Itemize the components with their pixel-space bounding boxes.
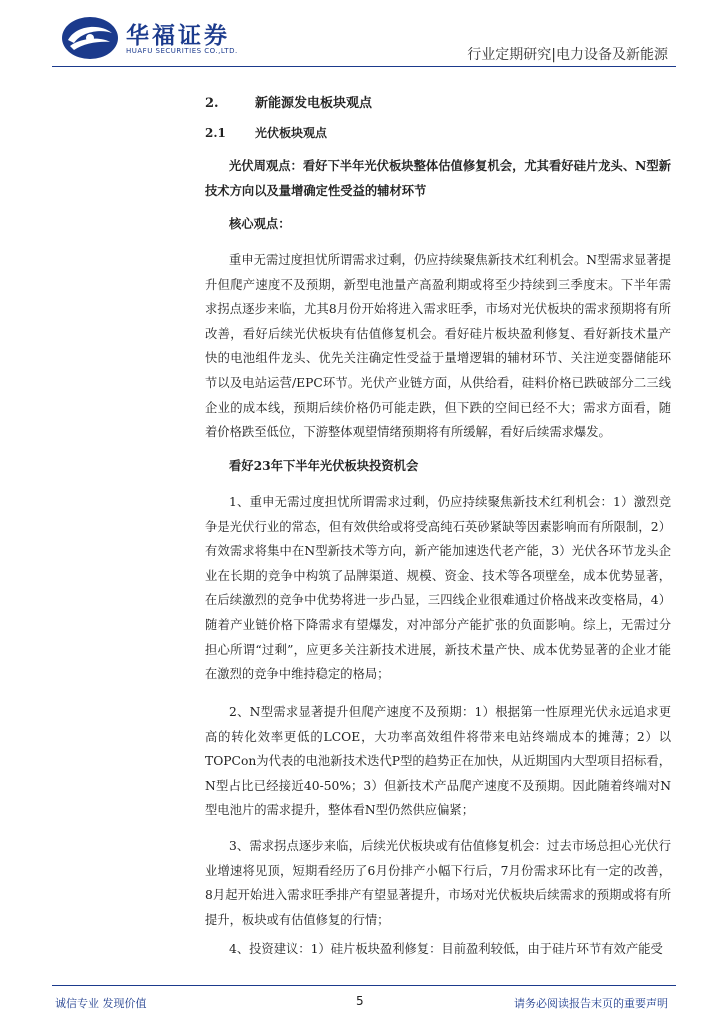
point-1: 1、重申无需过度担忧所谓需求过剩，仍应持续聚焦新技术红利机会：1）激烈竞争是光伏行业的常态，但有效供给或将受高纯石英砂紧缺等因素影响而有所限制，2）有效需求将集中在N型新技术等方向，新产能加速迭代老产能，3）光伏各环节龙头企业在长期的竞争中构筑了品牌渠道、规模、资金、技术等各项壁垒，成本优势显著，在后续激烈的竞争中优势将进一步凸显，三四线企业很难通过价格战来改变格局，4）随着产业链价格下降需求有望爆发，对冲部分产能扩张的负面影响。综上，无需过分担心所谓“过剩”，应更多关注新技术进展，新技术量产快、成本优势显著的企业才能在激烈的竞争中维持稳定的格局； [205,495,671,682]
subsection-heading [205,124,327,141]
point-4: 4、投资建议：1）硅片板块盈利修复：目前盈利较低，由于硅片环节有效产能受 [229,942,663,956]
section-number: 2. [205,96,219,111]
company-logo [60,15,260,63]
subsection-title: 光伏板块观点 [255,126,328,140]
header-divider [52,66,676,67]
footer-slogan: 诚信专业 发现价值 [55,997,147,1010]
logo-swirl-icon [60,15,120,61]
footer-disclaimer: 请务必阅读报告末页的重要声明 [514,997,668,1010]
investment-heading: 看好23年下半年光伏板块投资机会 [229,458,419,473]
section-heading [205,92,372,111]
core-view-heading: 核心观点： [229,216,291,231]
logo-english-name: HUAFU SECURITIES CO.,LTD. [126,47,238,55]
section-title: 新能源发电板块观点 [255,96,373,111]
report-type: 行业定期研究|电力设备及新能源 [467,47,668,63]
logo-chinese-name: 华福证券 [126,23,230,49]
subsection-number: 2.1 [205,126,226,140]
footer-divider [52,985,676,986]
weekly-view-heading: 光伏周观点：看好下半年光伏板块整体估值修复机会，尤其看好硅片龙头、N型新技术方向以及量增确定性受益的辅材环节 [205,158,671,198]
page-header [0,0,724,70]
point-2: 2、N型需求显著提升但爬产速度不及预期：1）根据第一性原理光伏永远追求更高的转化效率更低的LCOE，大功率高效组件将带来电站终端成本的摊薄；2）以TOPCon为代表的电池新技术迭代P型的趋势正在加快，从近期国内大型项目招标看，N型占比已经接近40-50%；3）但新技术产品爬产速度不及预期。因此随着终端对N型电池片的需求提升，整体看N型仍然供应偏紧； [205,705,671,818]
point-3: 3、需求拐点逐步来临，后续光伏板块或有估值修复机会：过去市场总担心光伏行业增速将见顶，短期看经历了6月份排产小幅下行后，7月份需求环比有一定的改善，8月起开始进入需求旺季排产有望显著提升，市场对光伏板块后续需求的预期或将有所提升，板块或有估值修复的行情； [205,839,671,927]
core-view-paragraph: 重申无需过度担忧所谓需求过剩，仍应持续聚焦新技术红利机会。N型需求显著提升但爬产速度不及预期，新型电池量产高盈利期或将至少持续到三季度末。下半年需求拐点逐步来临，尤其8月份开始将进入需求旺季，市场对光伏板块的需求预期将有所改善，看好后续光伏板块有估值修复机会。看好硅片板块盈利修复、看好新技术量产快的电池组件龙头、优先关注确定性受益于量增逻辑的辅材环节、关注逆变器储能环节以及电站运营/EPC环节。光伏产业链方面，从供给看，硅料价格已跌破部分二三线企业的成本线，预期后续价格仍可能走跌，但下跌的空间已经不大；需求方面看，随着价格跌至低位，下游整体观望情绪预期将有所缓解，看好后续需求爆发。 [205,253,671,440]
page-number: 5 [356,994,364,1008]
